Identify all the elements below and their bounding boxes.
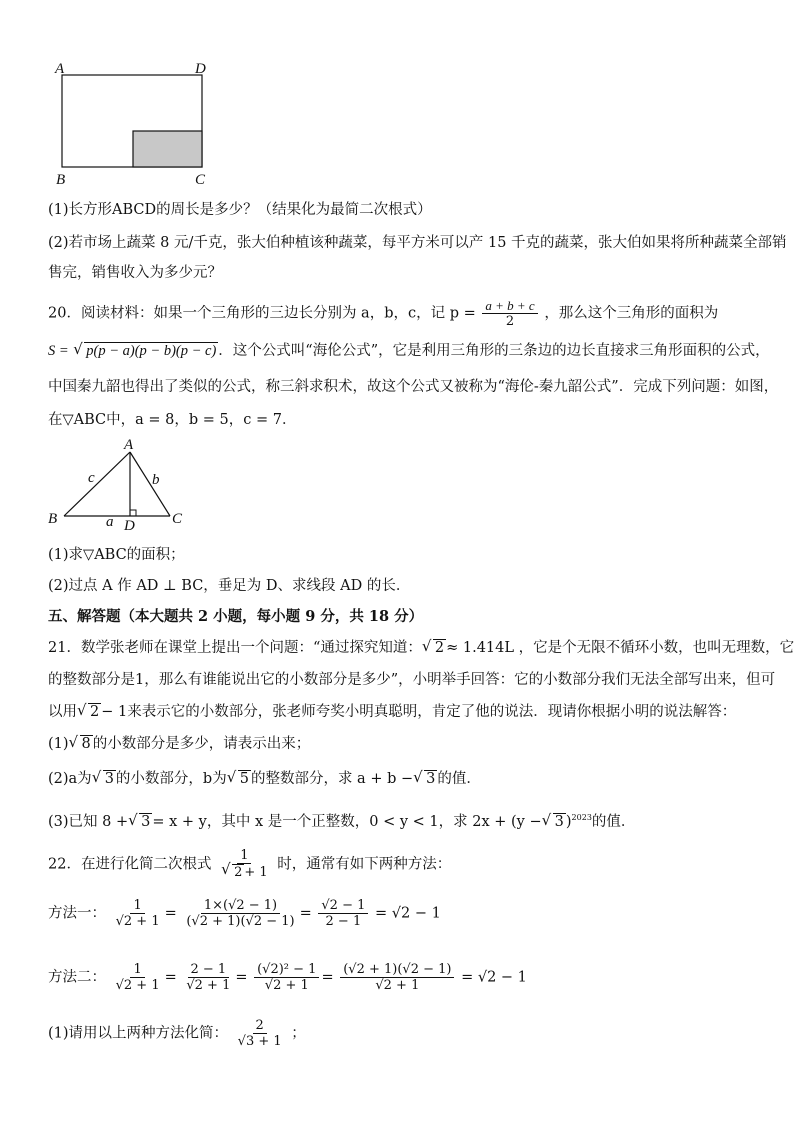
q19-part2-line2: 售完，销售收入为多少元？ bbox=[48, 265, 222, 281]
q20-line3: 中国秦九韶也得出了类似的公式，称三斜求积术，故这个公式又被称为“海伦-秦九韶公式”．完成下列问题：如图， bbox=[48, 379, 779, 395]
label-A: A bbox=[124, 437, 134, 453]
q21-part3: (3)已知 8 +√ 3 = x + y，其中 x 是一个正整数，0 < y < 1，求 2x + (y −√ 3 )$^{2023}$的值． bbox=[48, 808, 635, 832]
label-C: C bbox=[172, 511, 183, 527]
section-heading: 五、解答题（本大题共 2 小题，每小题 9 分，共 18 分） bbox=[48, 608, 424, 625]
label-b: b bbox=[152, 472, 160, 488]
rectangle-figure bbox=[50, 55, 220, 190]
label-D: D bbox=[124, 518, 135, 534]
label-C: C bbox=[195, 172, 206, 188]
q22-line1: 22．在进行化简二次根式 1 √ 2 + 1 时，通常有如下两种方法： bbox=[48, 848, 451, 881]
label-A: A bbox=[55, 61, 65, 77]
q22-method1: 方法一： $\frac{1}{√2 + 1}$ = $\frac{1\times(√2 - 1)}{(√2 + 1)(√2 - 1)}$ = $\frac{√2 - 1}{2 - 1}$ = √2 − 1 bbox=[48, 898, 441, 929]
label-B: B bbox=[56, 172, 66, 188]
q21-line3: 以用√ 2 − 1来表示它的小数部分，张老师夸奖小明真聪明，肯定了他的说法．现请你根据小明的说法解答： bbox=[48, 702, 736, 722]
label-D: D bbox=[195, 61, 206, 77]
label-B: B bbox=[48, 511, 58, 527]
q22-part1: (1)请用以上两种方法化简： $\frac{2}{√3 + 1}$ ； bbox=[48, 1018, 306, 1049]
triangle-figure bbox=[44, 436, 194, 534]
q21-line1: 21．数学张老师在课堂上提出一个问题：“通过探究知道：√ 2 ≈ 1.414L ，它是个无限不循环小数，也叫无理数，它 bbox=[48, 638, 794, 658]
q20-line1: 20．阅读材料：如果一个三角形的三边长分别为 a，b，c，记 p = $\frac{a + b + c}{2}$ ，那么这个三角形的面积为 bbox=[48, 298, 719, 329]
label-c: c bbox=[88, 470, 95, 486]
q20-part1: (1)求▽ABC的面积； bbox=[48, 547, 185, 563]
q21-part1: (1)√ 8 的小数部分是多少，请表示出来； bbox=[48, 734, 310, 754]
q19-part2-line1: (2)若市场上蔬菜 8 元/千克，张大伯种植该种蔬菜，每平方米可以产 15 千克的蔬菜，张大伯如果将所种蔬菜全部销 bbox=[48, 235, 787, 251]
label-a: a bbox=[106, 514, 114, 530]
q20-line2: S = √ p(p − a)(p − b)(p − c) ．这个公式叫“海伦公式”，它是利用三角形的三条边的边长直接求三角形面积的公式， bbox=[48, 341, 770, 361]
q21-line2: 的整数部分是1，那么有谁能说出它的小数部分是多少”，小明举手回答：它的小数部分我们无法全部写出来，但可 bbox=[48, 672, 776, 688]
q19-part1: (1)长方形ABCD的周长是多少？（结果化为最简二次根式） bbox=[48, 202, 432, 218]
q21-part2: (2)a为√ 3 的小数部分，b为√ 5 的整数部分，求 a + b −√ 3 的值． bbox=[48, 769, 481, 789]
q20-part2: (2)过点 A 作 AD ⊥ BC，垂足为 D、求线段 AD 的长． bbox=[48, 578, 411, 594]
q22-method2: 方法二： $\frac{1}{√2 + 1}$ = $\frac{2 - 1}{√2 + 1}$ = $\frac{\text{(√2)² − 1}}{√2 + 1}$ = $\frac{(√2 + 1)(√2 - 1)}{√2 + 1}$ = √2 − 1 bbox=[48, 962, 527, 993]
q20-line4: 在▽ABC中，a = 8，b = 5，c = 7． bbox=[48, 412, 297, 428]
